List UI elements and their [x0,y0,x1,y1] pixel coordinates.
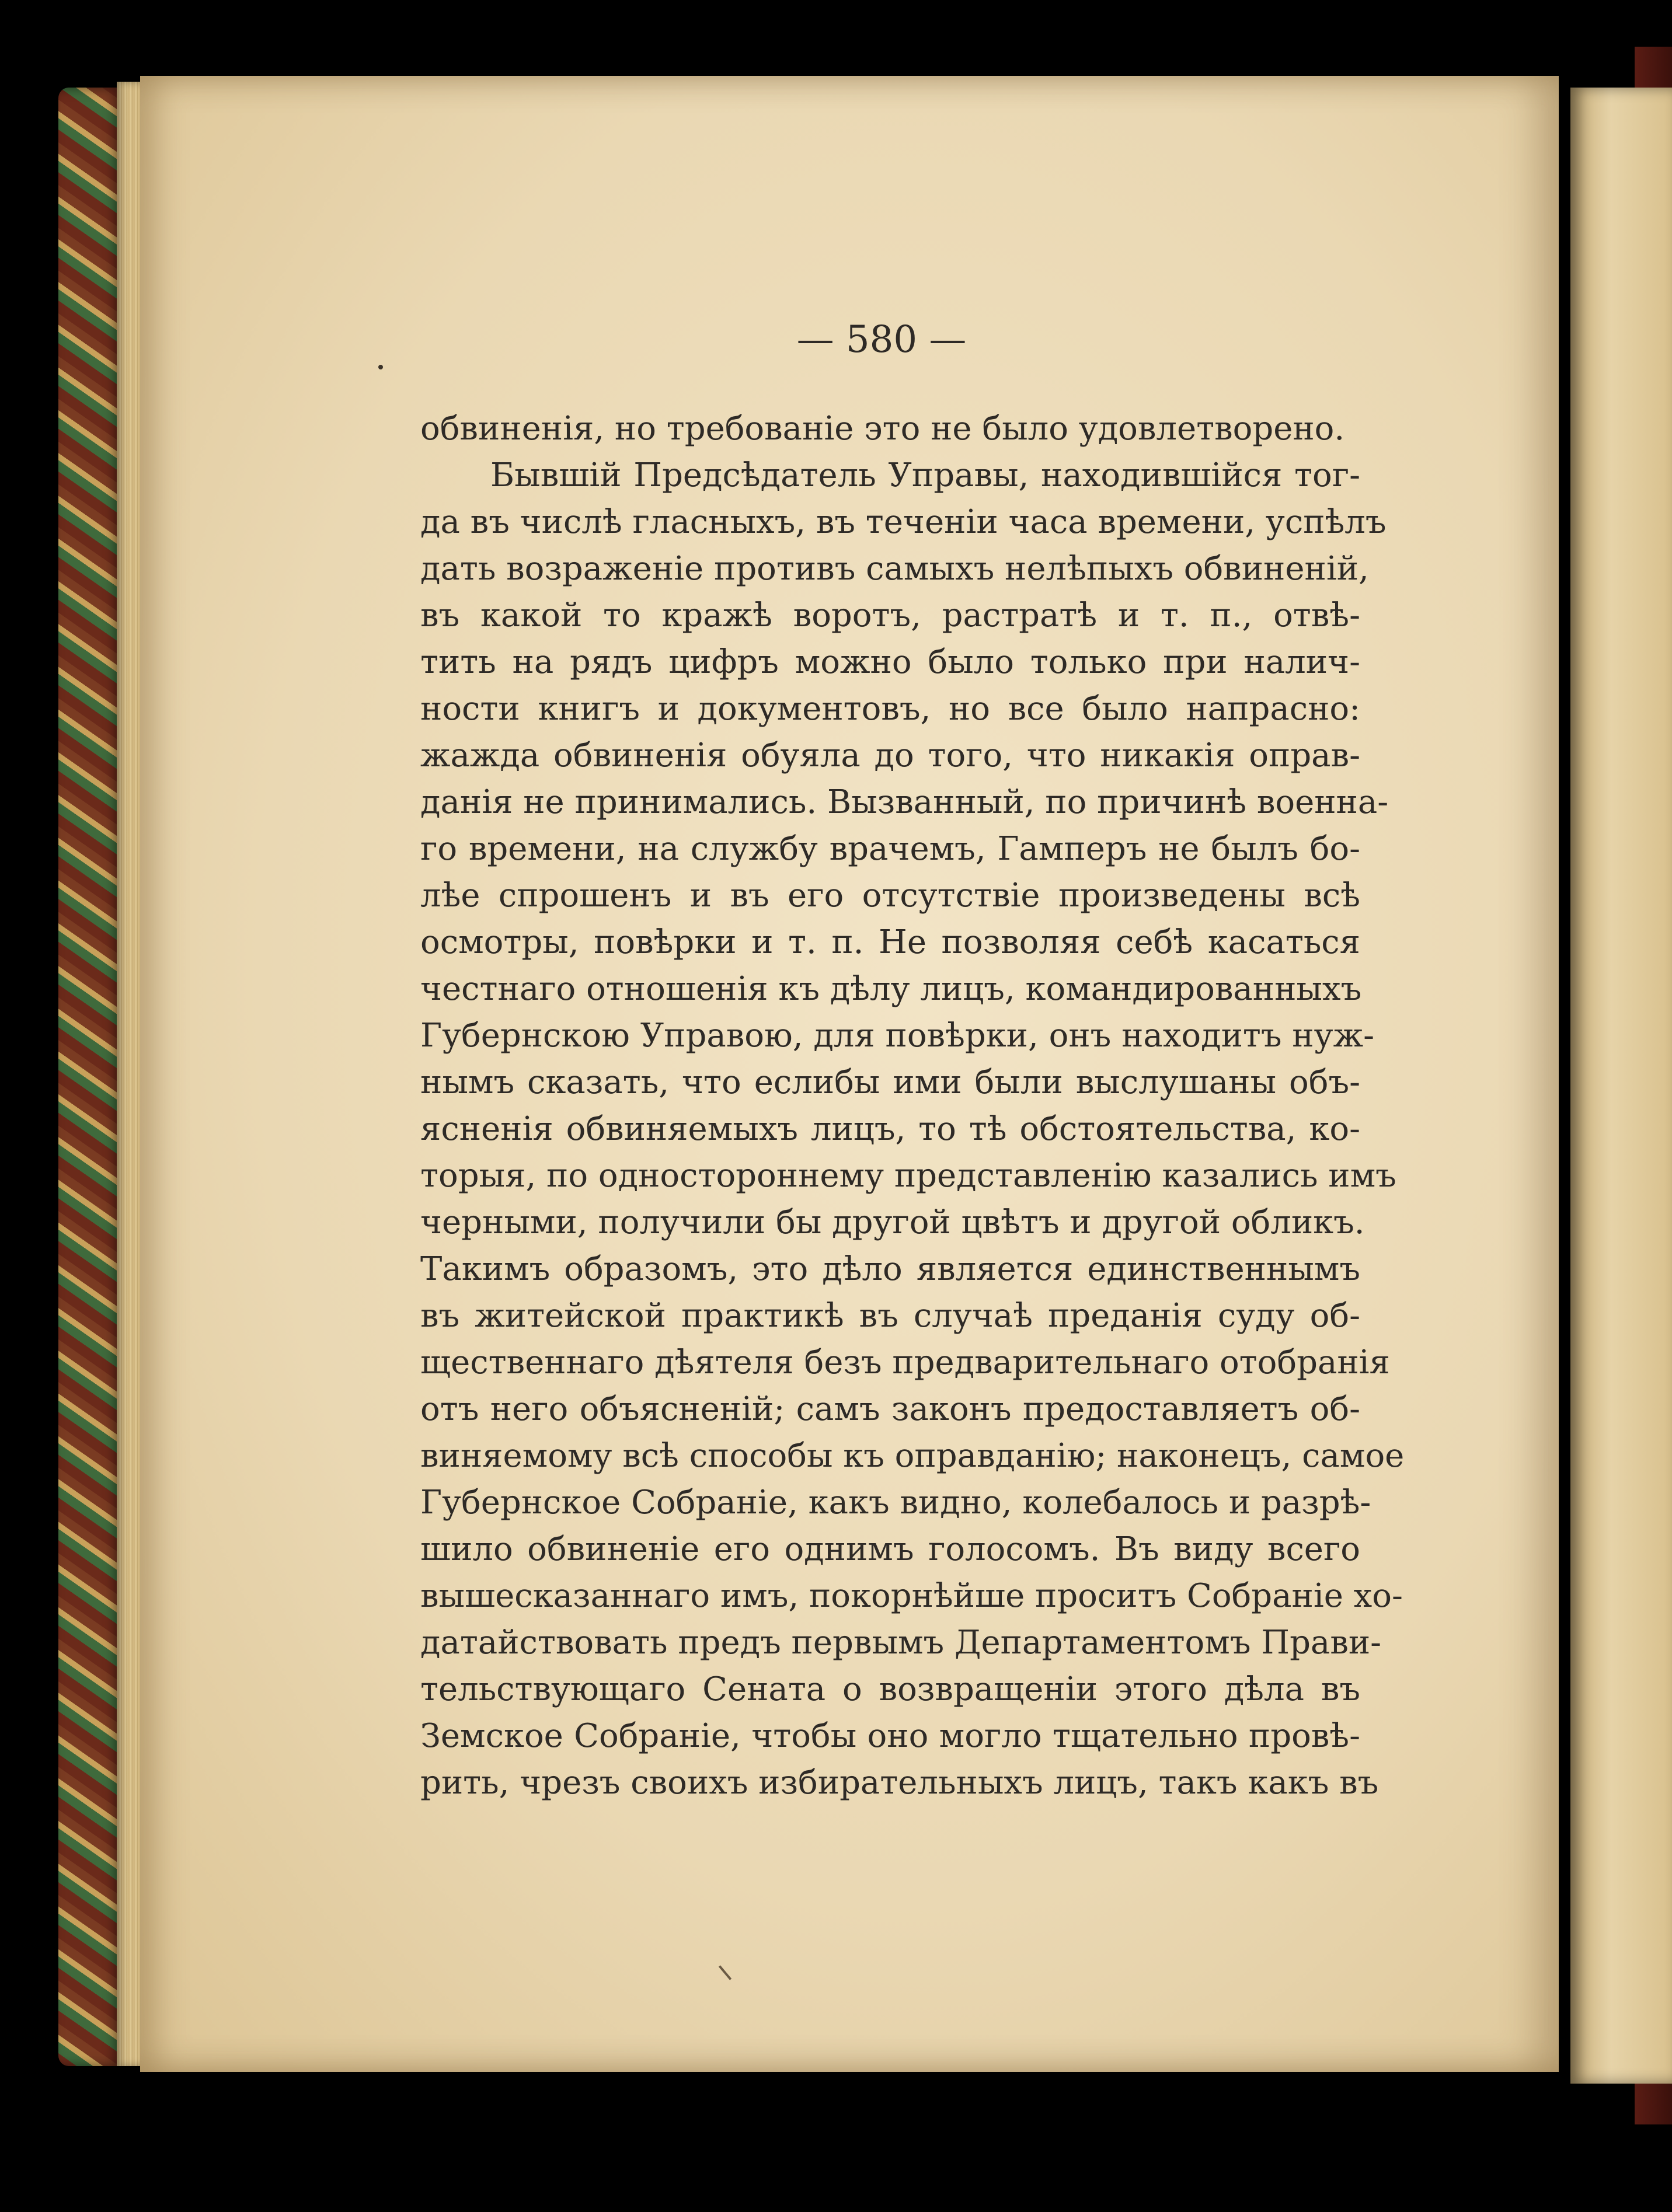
page-number: — 580 — [796,318,967,361]
ink-speck [378,365,383,369]
text-line: въ житейской практикѣ въ случаѣ преданія суду об- [420,1297,1360,1335]
text-line: виняемому всѣ способы къ оправданію; наконецъ, самое [420,1437,1405,1475]
text-line: тельствующаго Сената о возвращеніи этого дѣла въ [420,1670,1360,1708]
text-line: лѣе спрошенъ и въ его отсутствіе произведены всѣ [420,877,1360,915]
text-line: да въ числѣ гласныхъ, въ теченіи часа времени, успѣлъ [420,503,1387,541]
text-line: жажда обвиненія обуяла до того, что никакія оправ- [420,737,1360,774]
text-line: данія не принимались. Вызванный, по причинѣ военна- [420,783,1389,821]
text-line: щественнаго дѣятеля безъ предварительнаго отобранія [420,1344,1390,1381]
text-line: обвиненія, но требованіе это не было удовлетворено. [420,410,1345,448]
text-line: ности книгъ и документовъ, но все было напрасно: [420,690,1360,728]
text-line: шило обвиненіе его однимъ голосомъ. Въ виду всего [420,1530,1360,1568]
text-line: дать возраженіе противъ самыхъ нелѣпыхъ обвиненій, [420,550,1369,588]
text-line: ясненія обвиняемыхъ лицъ, то тѣ обстоятельства, ко- [420,1110,1360,1148]
text-line: вышесказаннаго имъ, покорнѣйше проситъ Собраніе хо- [420,1577,1403,1615]
text-line: Земское Собраніе, чтобы оно могло тщательно провѣ- [420,1717,1360,1755]
text-line: рить, чрезъ своихъ избирательныхъ лицъ, такъ какъ въ [420,1764,1379,1802]
text-line: датайствовать предъ первымъ Департаментомъ Прави- [420,1624,1382,1662]
text-line: Бывшій Предсѣдатель Управы, находившійся тог- [490,456,1360,494]
text-line: отъ него объясненій; самъ законъ предоставляетъ об- [420,1390,1360,1428]
text-line: торыя, по одностороннему представленію казались имъ [420,1157,1396,1195]
text-line: честнаго отношенія къ дѣлу лицъ, командированныхъ [420,970,1362,1008]
text-line: черными, получили бы другой цвѣтъ и другой обликъ. [420,1203,1365,1241]
text-line: Губернскою Управою, для повѣрки, онъ находитъ нуж- [420,1017,1375,1055]
text-line: го времени, на службу врачемъ, Гамперъ не былъ бо- [420,830,1360,868]
text-line: Губернское Собраніе, какъ видно, колебалось и разрѣ- [420,1484,1371,1522]
text-line: Такимъ образомъ, это дѣло является единственнымъ [420,1250,1360,1288]
text-line: въ какой то кражѣ воротъ, растратѣ и т. п., отвѣ- [420,596,1360,634]
text-line: осмотры, повѣрки и т. п. Не позволяя себѣ касаться [420,923,1360,961]
text-line: тить на рядъ цифръ можно было только при налич- [420,643,1360,681]
text-line: нымъ сказать, что еслибы ими были выслушаны объ- [420,1063,1360,1101]
adjacent-page [1570,88,1672,2084]
marbled-binding-edge [58,88,123,2066]
